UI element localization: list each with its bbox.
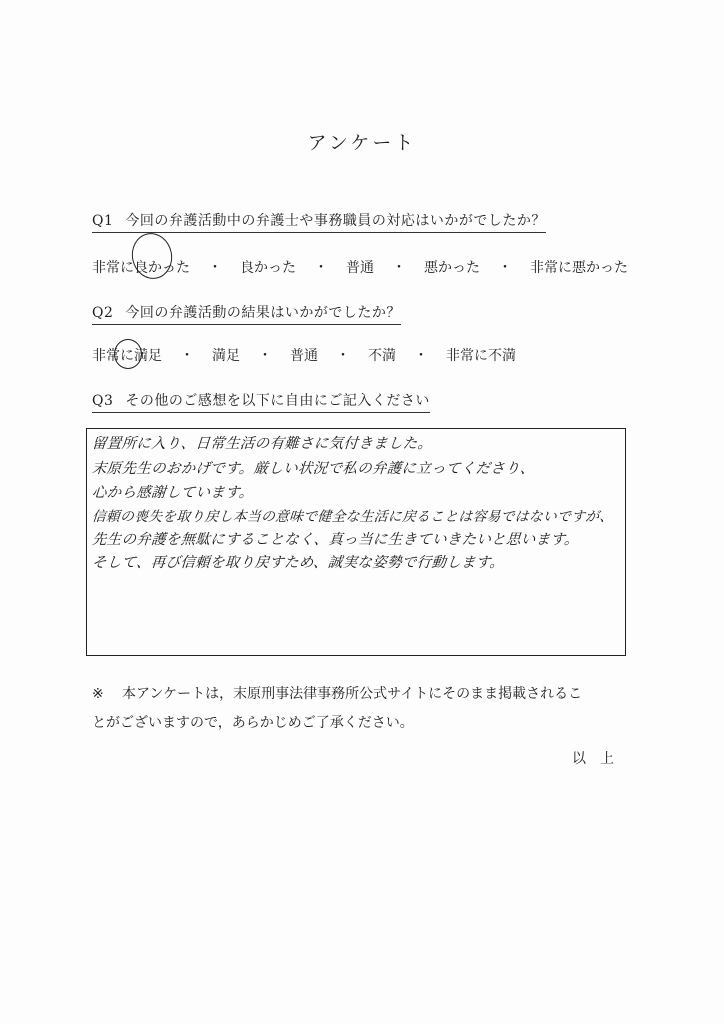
q1-option-normal: 普通 [346,260,374,276]
question-3 [92,390,430,413]
answer-line: 先生の弁護を無駄にすることなく、真っ当に生きていきたいと思います。 [91,532,580,548]
question-1-number: Q1 [92,213,114,229]
q1-option-good: 良かった [240,260,296,276]
answer-line: 末原先生のおかげです。厳しい状況で私の弁護に立ってくださり、 [91,461,536,477]
q2-option-satisfied: 満足 [212,348,240,364]
question-1-text: 今回の弁護活動中の弁護士や事務職員の対応はいかがでしたか？ [125,213,546,229]
separator: ・ [498,260,512,276]
question-1-options [92,257,628,277]
separator: ・ [336,348,350,364]
question-2-options [92,345,516,365]
separator: ・ [392,260,406,276]
question-2-text: 今回の弁護活動の結果はいかがでしたか？ [125,305,401,321]
question-2-number: Q2 [92,305,114,321]
answer-line: 留置所に入り、日常生活の有難さに気付きました。 [91,436,433,452]
answer-line: 心から感謝しています。 [91,485,255,501]
closing-text: 以上 [572,751,628,767]
page-title: アンケート [307,132,417,154]
q1-option-very-good-label: 非常に良かった [92,260,190,276]
separator: ・ [414,348,428,364]
q2-option-unsatisfied: 不満 [368,348,396,364]
question-1 [92,210,546,233]
q1-option-very-bad: 非常に悪かった [530,260,628,276]
answer-line: そして、再び信頼を取り戻すため、誠実な姿勢で行動します。 [91,555,505,571]
q1-option-very-good [92,257,190,277]
answer-line: 信頼の喪失を取り戻し本当の意味で健全な生活に戻ることは容易ではないですが、 [91,509,615,525]
question-3-text: その他のご感想を以下に自由にご記入ください [125,393,430,409]
separator: ・ [258,348,272,364]
separator: ・ [180,348,194,364]
q2-option-very-unsatisfied: 非常に不満 [446,348,516,364]
separator: ・ [208,260,222,276]
q2-option-normal: 普通 [290,348,318,364]
disclaimer-note [92,680,637,738]
question-2 [92,302,401,325]
note-line-2: とがございますので，あらかじめご了承ください。 [92,715,414,731]
note-line-1: 本アンケートは，末原刑事法律事務所公式サイトにそのまま掲載されるこ [122,686,583,702]
q1-option-bad: 悪かった [424,260,480,276]
note-mark: ※ [92,686,104,702]
question-3-number: Q3 [92,393,114,409]
separator: ・ [314,260,328,276]
q2-option-very-satisfied [92,345,162,365]
q2-option-very-satisfied-label: 非常に満足 [92,348,162,364]
